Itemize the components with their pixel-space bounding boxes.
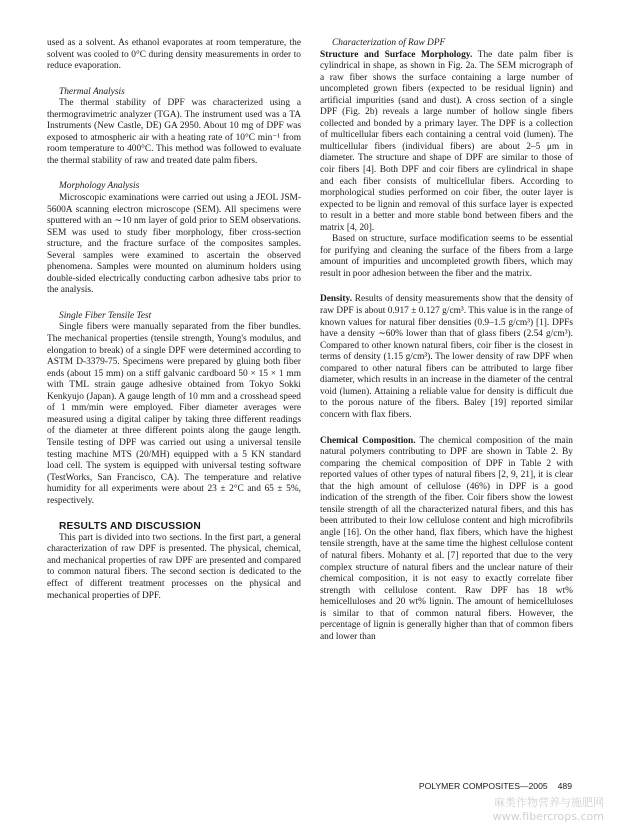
morphology-analysis-paragraph: Microscopic examinations were carried out using a JEOL JSM-5600A scanning electron microscope (SEM). All specimens were sputtered with an ∼10 nm layer of gold prior to SEM observations. SEM was used to study fiber morphology, fiber cross-section structure, and the fracture surface of the composites samples. Several samples were examined to ascertain the observed phenomena. Samples were mounted on aluminum holders using double-sided electrically conducting carbon adhesive tabs prior to the analysis. xyxy=(47,193,301,296)
thermal-analysis-heading: Thermal Analysis xyxy=(59,86,125,97)
density-lead: Density. xyxy=(320,294,353,305)
morphology-analysis-heading: Morphology Analysis xyxy=(59,181,140,192)
tensile-test-paragraph: Single fibers were manually separated from the fiber bundles. The mechanical properties (tensile strength, Young's modulus, and elongation to break) of a single DPF were determined according to ASTM D-3379-75. Specimens were prepared by gluing both fiber ends (about 15 mm) on a stiff galvanic cardboard 50 × 15 × 1 mm with TML strain gauge adhesive obtained from Tokyo Sokki Kenkyujo (Japan). A gauge length of 10 mm and a crosshead speed of 1 mm/min were employed. Fiber diameter averages were measured using a digital caliper by taking three different readings of the diameter at three different points along the gauge length. Tensile testing of DPF was carried out using a universal tensile testing machine MTS (20/MH) equipped with a 5 KN standard load cell. The system is equipped with universal testing software (TestWorks, San Francisco, CA). The temperature and relative humidity for all experiments were about 23 ± 2°C and 65 ± 5%, respectively. xyxy=(47,322,301,506)
chemical-lead: Chemical Composition. xyxy=(320,435,416,446)
density-paragraph xyxy=(320,294,573,421)
journal-name: POLYMER COMPOSITES—2005 xyxy=(418,781,548,791)
characterization-heading: Characterization of Raw DPF xyxy=(332,38,446,48)
page-number: 489 xyxy=(557,781,572,791)
surface-modification-paragraph: Based on structure, surface modification seems to be essential for purifying and cleaning the surface of the fibers from a large amount of impurities and uncompleted growth fibers, which may result in poor adhesion between the fiber and the matrix. xyxy=(320,234,573,279)
structure-body: The date palm fiber is cylindrical in shape, as shown in Fig. 2a. The SEM micrograph of a raw fiber shows the surface containing a large number of uncompleted grown fibers (expected to be residual lignin) and artificial impurities (sand and dust). A cross section of a single DPF (Fig. 2b) reveals a large number of hollow single fibers collected and bonded by a primary layer. The DPF is a collection of multicellular fibers each containing a central void (lumen). The multicellular fibers (individual fibers) are about 2–5 μm in diameter. The structure and shape of DPF are similar to those of coir fibers [4]. Both DPF and coir fibers are cylindrical in shape and each fiber consists of multicellular fibers. According to morphological studies performed on coir fiber, the outer layer is expected to be lignin and removal of this surface layer is expected to result in a better and more stable bond between fibers and the matrix [4, 20]. xyxy=(320,49,573,233)
left-column xyxy=(47,38,301,602)
thermal-analysis-paragraph: The thermal stability of DPF was characterized using a thermogravimetric analyzer (TGA). The instrument used was a TA Instruments (New Castle, DE) GA 2950. About 10 mg of DPF was exposed to atmospheric air with a heating rate of 10°C min⁻¹ from room temperature to 400°C. This method was followed to evaluate the thermal stability of raw and treated date palm fibers. xyxy=(47,98,301,166)
watermark-cn: 麻类作物营养与施肥网 xyxy=(494,796,604,809)
chemical-composition-paragraph xyxy=(320,436,573,644)
page-footer xyxy=(419,781,572,791)
watermark-url: www.fibercrops.com xyxy=(492,810,604,823)
results-discussion-heading: RESULTS AND DISCUSSION xyxy=(59,521,201,533)
chemical-body: The chemical composition of the main natural polymers contributing to DPF are shown in Table 2. By comparing the chemical composition of DPF in Table 2 with reported values of other types of natural fibers [2, 9, 21], it is clear that the high amount of cellulose (46%) in DPF is a good indication of the strength of the fiber. Coir fibers show the lowest tensile strength of all the characterized natural fibers, and this has been attributed to their low cellulose content and high microfibrils angle [16]. On the other hand, flax fibers, which have the highest tensile strength, have at the same time the highest cellulose content of natural fibers. Mohanty et al. [7] reported that due to the very complex structure of natural fibers and the unclear nature of their chemical composition, it is not easy to exactly correlate fiber strength with cellulose content. Raw DPF has 18 wt% hemicelluloses and 20 wt% lignin. The amount of hemicelluloses is similar to that of common natural fibers. However, the percentage of lignin is generally higher than that of common fibers and lower than xyxy=(320,435,573,642)
tensile-test-heading: Single Fiber Tensile Test xyxy=(59,310,152,321)
structure-paragraph xyxy=(320,50,573,235)
intro-paragraph: used as a solvent. As ethanol evaporates at room temperature, the solvent was cooled to 0°C during density measurements in order to reduce evaporation. xyxy=(47,38,301,72)
right-column xyxy=(320,38,573,643)
watermark xyxy=(493,796,604,824)
results-discussion-paragraph: This part is divided into two sections. In the first part, a general characterization of raw DPF is presented. The physical, chemical, and mechanical properties of raw DPF are presented and compared to common natural fibers. The second section is dedicated to the effect of different treatment processes on the physical and mechanical properties of DPF. xyxy=(47,532,301,601)
structure-lead: Structure and Surface Morphology. xyxy=(320,49,473,60)
density-body: Results of density measurements show that the density of raw DPF is about 0.917 ± 0.127 g/cm³. This value is in the range of known values for natural fiber densities (0.9–1.5 g/cm³) [1]. DPFs have a density ∼60% lower than that of glass fibers (2.54 g/cm³). Compared to other known natural fibers, coir fiber is the closest in terms of density (1.15 g/cm³). The lower density of raw DPF when compared to other natural fibers can be attributed to large fiber diameter, which results in an increase in the diameter of the central void (lumen). Attaining a reliable value for density is difficult due to the porous nature of the fibers. Baley [19] reported similar concern with flax fibers. xyxy=(320,294,573,420)
